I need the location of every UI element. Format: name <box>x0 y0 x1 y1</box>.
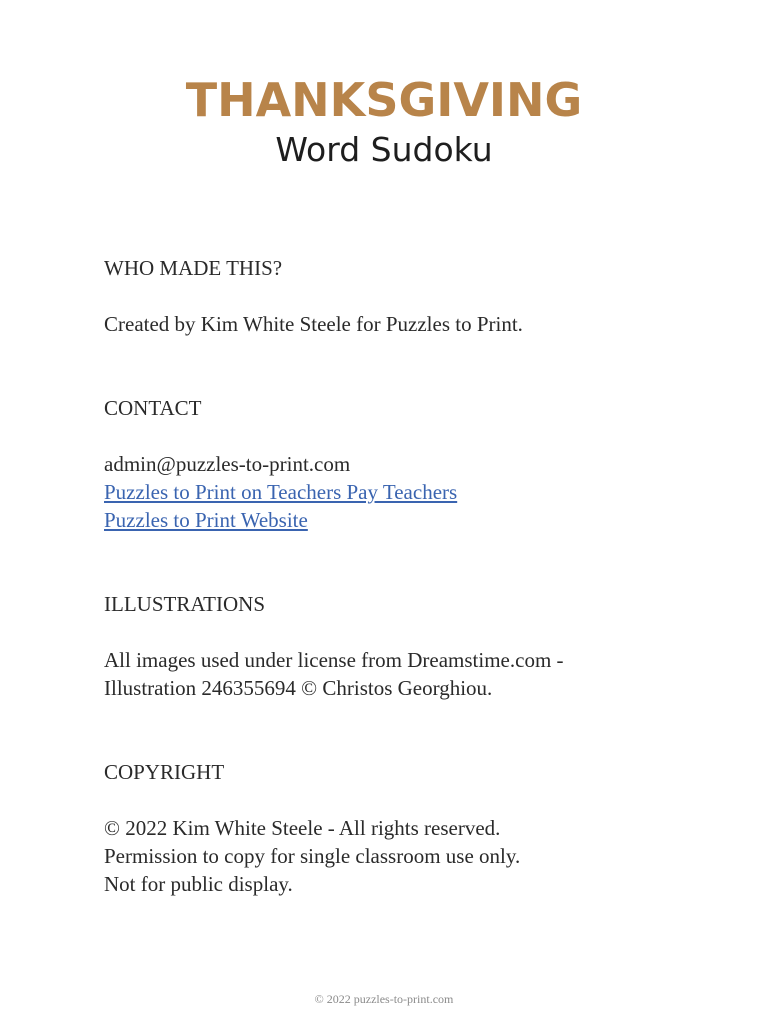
illustrations-line: All images used under license from Dreamstime.com - <box>104 648 564 672</box>
page-subtitle: Word Sudoku <box>275 130 493 169</box>
copyright-line: Permission to copy for single classroom use only. <box>104 844 521 868</box>
credits-content <box>104 254 704 898</box>
contact-heading: CONTACT <box>104 396 202 420</box>
who-heading: WHO MADE THIS? <box>104 256 283 280</box>
illustrations-heading: ILLUSTRATIONS <box>104 592 265 616</box>
copyright-line: Not for public display. <box>104 872 293 896</box>
illustrations-line: Illustration 246355694 © Christos Georghiou. <box>104 676 493 700</box>
page-footer: © 2022 puzzles-to-print.com <box>314 992 454 1006</box>
website-link[interactable]: Puzzles to Print Website <box>104 508 308 532</box>
who-text: Created by Kim White Steele for Puzzles to Print. <box>104 312 523 336</box>
copyright-heading: COPYRIGHT <box>104 760 225 784</box>
copyright-line: © 2022 Kim White Steele - All rights reserved. <box>104 816 501 840</box>
tpt-link[interactable]: Puzzles to Print on Teachers Pay Teachers <box>104 480 458 504</box>
page-title: THANKSGIVING <box>185 73 583 127</box>
contact-email: admin@puzzles-to-print.com <box>104 452 351 476</box>
